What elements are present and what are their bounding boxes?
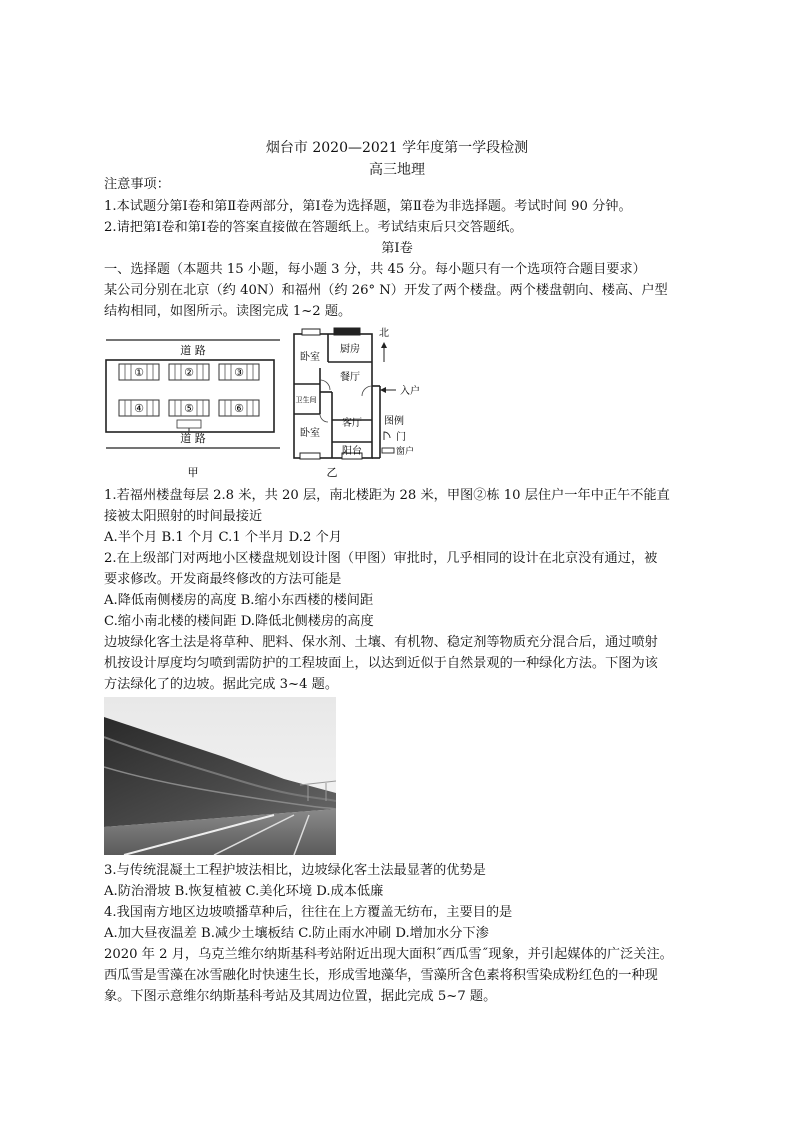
room-label-kitchen: 厨房 [340, 344, 360, 355]
section-heading: 一、选择题（本题共 15 小题，每小题 3 分，共 45 分。每小题只有一个选项符合题目要求） [104, 262, 646, 277]
question-2-line-1: 2.在上级部门对两地小区楼盘规划设计图（甲图）审批时，几乎相同的设计在北京没有通过，被 [104, 551, 658, 566]
road-top-label: 道 路 [180, 344, 206, 357]
room-label-bathroom: 卫生间 [295, 396, 317, 404]
entrance-label: 入户 [400, 386, 420, 397]
question-1-options: A.半个月 B.1 个月 C.1 个半月 D.2 个月 [104, 530, 342, 545]
passage-3-line-2: 西瓜雪是雪藻在冰雪融化时快速生长，形成雪地藻华，雪藻所含色素将积雪染成粉红色的一种现 [104, 968, 658, 983]
question-1-line-1: 1.若福州楼盘每层 2.8 米，共 20 层，南北楼距为 28 米，甲图②栋 10 层住户一年中正午不能直 [104, 488, 670, 503]
room-label-bedroom-2: 卧室 [300, 428, 320, 439]
entrance-arrow-icon [380, 387, 396, 393]
passage-2-line-1: 边坡绿化客土法是将草种、肥料、保水剂、土壤、有机物、稳定剂等物质充分混合后，通过喷射 [104, 635, 658, 650]
building-label-3: ③ [234, 366, 244, 379]
question-3-line-1: 3.与传统混凝土工程护坡法相比，边坡绿化客土法最显著的优势是 [104, 863, 486, 878]
building-label-2: ② [184, 366, 194, 379]
room-label-dining: 餐厅 [340, 372, 360, 383]
question-2-options-2: C.缩小南北楼的楼间距 D.降低北侧楼房的高度 [104, 614, 374, 629]
window-symbol-icon [382, 448, 394, 453]
slope-greening-photo [104, 697, 336, 855]
north-arrow-icon [381, 342, 387, 362]
legend-title: 图例 [384, 416, 404, 427]
question-4-options: A.加大昼夜温差 B.减少土壤板结 C.防止雨水冲刷 D.增加水分下渗 [104, 926, 489, 941]
building-label-6: ⑥ [234, 402, 244, 415]
question-2-options-1: A.降低南侧楼房的高度 B.缩小东西楼的楼间距 [104, 593, 374, 608]
building-label-4: ④ [134, 402, 144, 415]
room-label-balcony: 阳台 [342, 446, 362, 457]
building-label-5: ⑤ [184, 402, 194, 415]
notice-heading: 注意事项： [104, 177, 170, 192]
question-2-line-2: 要求修改。开发商最终修改的方法可能是 [104, 572, 342, 587]
passage-1-line-1: 某公司分别在北京（约 40N）和福州（约 26° N）开发了两个楼盘。两个楼盘朝向、楼高、户型 [104, 283, 668, 298]
passage-3-line-3: 象。下图示意维尔纳斯基科考站及其周边位置，据此完成 5~7 题。 [104, 989, 497, 1004]
question-3-options: A.防治滑坡 B.恢复植被 C.美化环境 D.成本低廉 [104, 884, 384, 899]
exam-subject: 高三地理 [369, 162, 425, 178]
room-label-bedroom-1: 卧室 [300, 352, 320, 363]
figure-b-caption: 乙 [326, 466, 338, 479]
notice-item-1: 1.本试题分第Ⅰ卷和第Ⅱ卷两部分，第Ⅰ卷为选择题，第Ⅱ卷为非选择题。考试时间 90 分钟。 [104, 199, 632, 214]
site-plan-figure [104, 330, 284, 480]
passage-2-line-3: 方法绿化了的边坡。据此完成 3~4 题。 [104, 677, 339, 692]
floor-plan-figure [284, 322, 434, 480]
figure-a-caption: 甲 [187, 466, 199, 479]
passage-1-line-2: 结构相同，如图所示。读图完成 1~2 题。 [104, 304, 352, 319]
legend-window-label: 窗户 [396, 447, 415, 457]
building-label-1: ① [134, 366, 144, 379]
exam-title: 烟台市 2020—2021 学年度第一学段检测 [265, 140, 529, 156]
road-bottom-label: 道 路 [180, 432, 206, 445]
question-4-line-1: 4.我国南方地区边坡喷播草种后，往往在上方覆盖无纺布，主要目的是 [104, 905, 513, 920]
notice-item-2: 2.请把第Ⅰ卷和第Ⅰ卷的答案直接做在答题纸上。考试结束后只交答题纸。 [104, 220, 523, 235]
volume-heading: 第Ⅰ卷 [381, 241, 413, 256]
north-label: 北 [379, 328, 389, 339]
room-label-living: 客厅 [342, 418, 362, 429]
passage-3-line-1: 2020 年 2 月，乌克兰维尔纳斯基科考站附近出现大面积˝西瓜雪˝现象，并引起媒体的广泛关注。 [104, 947, 673, 962]
passage-2-line-2: 机按设计厚度均匀喷到需防护的工程坡面上，以达到近似于自然景观的一种绿化方法。下图为该 [104, 656, 658, 671]
door-symbol-icon [384, 432, 390, 440]
question-1-line-2: 接被太阳照射的时间最接近 [104, 509, 263, 524]
legend-door-label: 门 [396, 432, 406, 443]
